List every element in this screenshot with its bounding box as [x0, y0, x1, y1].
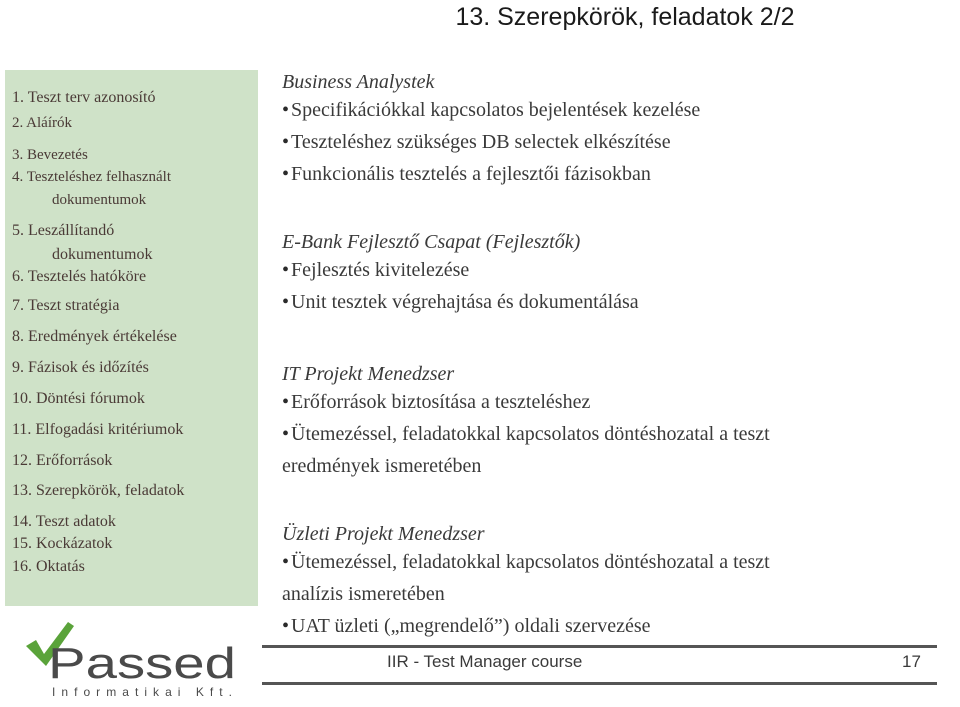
sidebar-item: 7. Teszt stratégia	[12, 297, 120, 314]
sidebar-item: 12. Erőforrások	[12, 452, 113, 469]
bullet-icon: •	[282, 291, 290, 313]
sidebar-item: dokumentumok	[52, 192, 147, 208]
sidebar-item: 2. Aláírók	[12, 115, 72, 131]
bullet-item	[282, 254, 942, 286]
role-heading: IT Projekt Menedzser	[282, 363, 455, 385]
sidebar-item: 14. Teszt adatok	[12, 513, 116, 530]
sidebar-item: 15. Kockázatok	[12, 535, 113, 552]
bullet-icon: •	[282, 259, 290, 281]
bullet-item	[282, 418, 942, 450]
sidebar-item: 13. Szerepkörök, feladatok	[12, 482, 185, 499]
bullet-icon: •	[282, 99, 290, 121]
role-heading: Business Analystek	[282, 71, 435, 93]
sidebar-item: 4. Teszteléshez felhasznált	[12, 169, 172, 185]
logo-wordmark: Passed	[48, 639, 236, 688]
sidebar-item: 6. Tesztelés hatóköre	[12, 268, 147, 285]
logo-subtitle: Informatikai Kft.	[52, 685, 232, 699]
bullet-item	[282, 94, 942, 126]
bullet-item	[282, 126, 942, 158]
sidebar-item: 8. Eredmények értékelése	[12, 328, 177, 345]
bullet-item	[282, 386, 942, 418]
footer-course: IIR - Test Manager course	[387, 652, 583, 671]
bullet-item	[282, 546, 942, 578]
role-heading: Üzleti Projekt Menedzser	[282, 523, 485, 545]
sidebar-item: 10. Döntési fórumok	[12, 390, 145, 407]
bullet-icon: •	[282, 131, 290, 153]
bullet-text: Ütemezéssel, feladatokkal kapcsolatos döntéshozatal a teszt	[291, 423, 770, 445]
bullet-text: Specifikációkkal kapcsolatos bejelentések kezelése	[291, 99, 701, 121]
role-block	[282, 362, 942, 482]
sidebar-item: 3. Bevezetés	[12, 147, 88, 163]
role-block	[282, 70, 942, 190]
bullet-item	[282, 158, 942, 190]
bullet-continuation: eredmények ismeretében	[282, 455, 482, 477]
sidebar-item: 11. Elfogadási kritériumok	[12, 421, 184, 438]
passed-logo	[22, 618, 242, 700]
bullet-text: Erőforrások biztosítása a teszteléshez	[291, 391, 591, 413]
role-heading: E-Bank Fejlesztő Csapat (Fejlesztők)	[282, 231, 581, 253]
slide-title: 13. Szerepkörök, feladatok 2/2	[455, 3, 795, 31]
sidebar-item: 5. Leszállítandó	[12, 222, 115, 239]
sidebar-item: 16. Oktatás	[12, 558, 85, 575]
bullet-icon: •	[282, 163, 290, 185]
bullet-text: Teszteléshez szükséges DB selectek elkészítése	[291, 131, 671, 153]
page-number: 17	[902, 652, 921, 671]
bullet-text: UAT üzleti („megrendelő”) oldali szervezése	[291, 615, 651, 637]
sidebar-item: dokumentumok	[52, 246, 153, 263]
bullet-text: Fejlesztés kivitelezése	[291, 259, 470, 281]
bullet-item	[282, 610, 942, 642]
bullet-item	[282, 286, 942, 318]
bullet-icon: •	[282, 615, 290, 637]
bullet-continuation: analízis ismeretében	[282, 583, 445, 605]
bullet-icon: •	[282, 551, 290, 573]
role-block	[282, 230, 942, 318]
bullet-text: Unit tesztek végrehajtása és dokumentálása	[291, 291, 639, 313]
bullet-text: Ütemezéssel, feladatokkal kapcsolatos döntéshozatal a teszt	[291, 551, 770, 573]
bullet-icon: •	[282, 391, 290, 413]
footer-bar	[262, 645, 937, 685]
role-block	[282, 522, 942, 642]
sidebar-item: 1. Teszt terv azonosító	[12, 89, 156, 106]
sidebar-item: 9. Fázisok és időzítés	[12, 359, 149, 376]
bullet-text: Funkcionális tesztelés a fejlesztői fázisokban	[291, 163, 651, 185]
bullet-icon: •	[282, 423, 290, 445]
